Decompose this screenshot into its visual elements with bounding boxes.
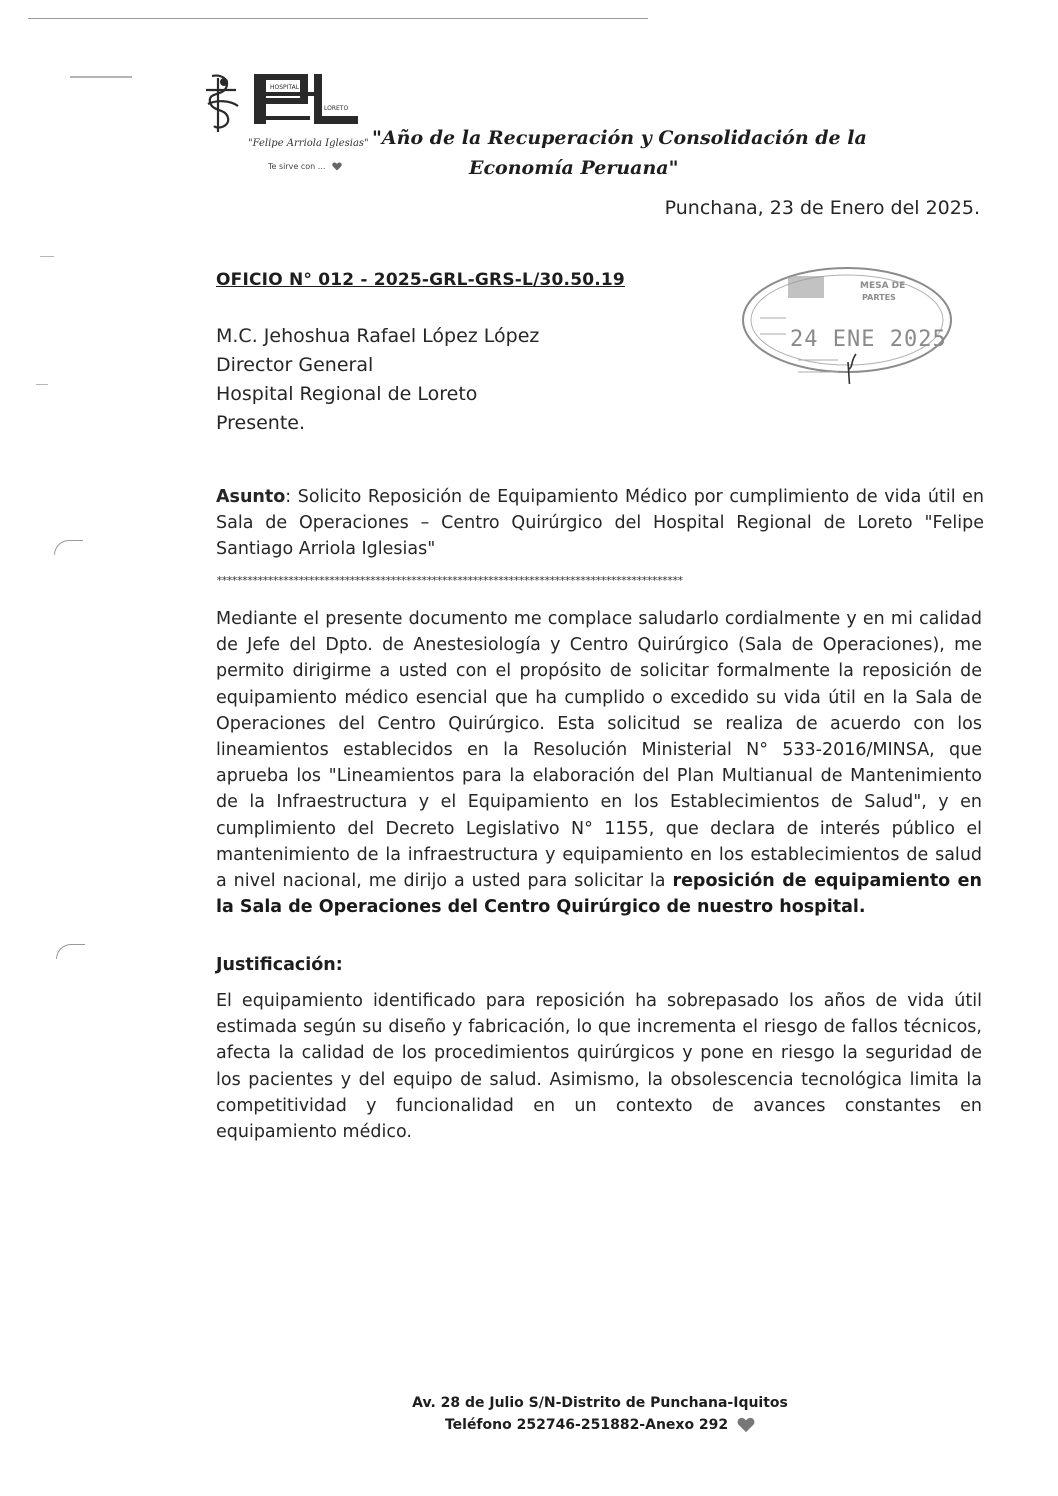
recipient-title: Director General bbox=[216, 354, 374, 376]
stamp-title-2: PARTES bbox=[862, 293, 896, 302]
recipient-name: M.C. Jehoshua Rafael López López bbox=[216, 325, 540, 347]
heart-icon bbox=[332, 162, 342, 171]
stamp-date: 24 ENE 2025 bbox=[790, 327, 947, 352]
separator-line: ******************************************************************************************* bbox=[216, 574, 683, 587]
logo-tagline: "Felipe Arriola Iglesias" bbox=[248, 138, 369, 149]
body-paragraph bbox=[216, 606, 982, 920]
heart-icon bbox=[737, 1417, 755, 1433]
recipient-closing: Presente. bbox=[216, 412, 306, 434]
received-stamp-graphic bbox=[738, 262, 956, 384]
body-text: Mediante el presente documento me complace saludarlo cordialmente y en mi calidad de Jefe del Dpto. de Anestesiología y Centro Quirúrgico (Sala de Operaciones), me permito dirigirme a usted con el propósito de solicitar formalmente la reposición de equipamiento médico esencial que ha cumplido o excedido su vida útil en la Sala de Operaciones del Centro Quirúrgico. Esta solicitud se realiza de acuerdo con los lineamientos establecidos en la Resolución Ministerial N° 533-2016/MINSA, que aprueba los "Lineamientos para la elaboración del Plan Multianual de Mantenimiento de la Infraestructura y el Equipamiento en los Establecimientos de Salud", y en cumplimiento del Decreto Legislativo N° 1155, que declara de interés público el mantenimiento de la infraestructura y equipamiento en los establecimientos de salud a nivel nacional, me dirijo a usted para solicitar la bbox=[216, 609, 982, 892]
justification-paragraph: El equipamiento identificado para reposición ha sobrepasado los años de vida útil estimada según su diseño y fabricación, lo que incrementa el riesgo de fallos técnicos, afecta la calidad de los procedimientos quirúrgicos y pone en riesgo la seguridad de los pacientes y del equipo de salud. Asimismo, la obsolescencia tecnológica limita la competitividad y funcionalidad en un contexto de avances constantes en equipamiento médico. bbox=[216, 991, 982, 1143]
stamp-logo-icon bbox=[788, 276, 824, 298]
year-motto-line-2: Economía Peruana" bbox=[469, 157, 679, 179]
svg-text:HOSPITAL: HOSPITAL bbox=[270, 84, 300, 91]
subject-text: : Solicito Reposición de Equipamiento Médico por cumplimiento de vida útil en Sala de Operaciones – Centro Quirúrgico del Hospital Regional de Loreto "Felipe Santiago Arriola Iglesias" bbox=[216, 487, 984, 559]
scan-artifact-line bbox=[28, 18, 648, 19]
oficio-number: OFICIO N° 012 - 2025-GRL-GRS-L/30.50.19 bbox=[216, 270, 625, 290]
scan-artifact-mark bbox=[70, 76, 132, 78]
body-bold-text: reposición de equipamiento en la Sala de Operaciones del Centro Quirúrgico de nuestro hospital. bbox=[216, 871, 982, 918]
footer-phone-row bbox=[380, 1414, 820, 1436]
received-stamp bbox=[738, 262, 956, 384]
year-motto-line-1: "Año de la Recuperación y Consolidación de la bbox=[372, 127, 867, 149]
footer-phone: Teléfono 252746-251882-Anexo 292 bbox=[444, 1417, 729, 1433]
subject-block bbox=[216, 484, 984, 562]
footer-address: Av. 28 de Julio S/N-Distrito de Punchana-Iquitos bbox=[412, 1395, 788, 1411]
svg-text:LORETO: LORETO bbox=[324, 105, 349, 112]
subject-label: Asunto bbox=[216, 487, 286, 507]
scan-artifact-hole-punch bbox=[54, 540, 83, 555]
year-motto bbox=[372, 123, 932, 183]
justification-heading: Justificación: bbox=[216, 955, 343, 975]
scan-artifact-mark bbox=[40, 256, 54, 257]
recipient-block bbox=[216, 322, 539, 438]
stamp-title-1: MESA DE bbox=[860, 281, 906, 291]
logo-subtag: Te sirve con ... bbox=[268, 162, 342, 171]
document-date: Punchana, 23 de Enero del 2025. bbox=[664, 197, 980, 219]
scan-artifact-hole-punch bbox=[56, 944, 85, 959]
recipient-institution: Hospital Regional de Loreto bbox=[216, 383, 478, 405]
signature-icon bbox=[848, 354, 856, 384]
scan-artifact-mark bbox=[36, 384, 48, 385]
footer bbox=[380, 1392, 820, 1436]
